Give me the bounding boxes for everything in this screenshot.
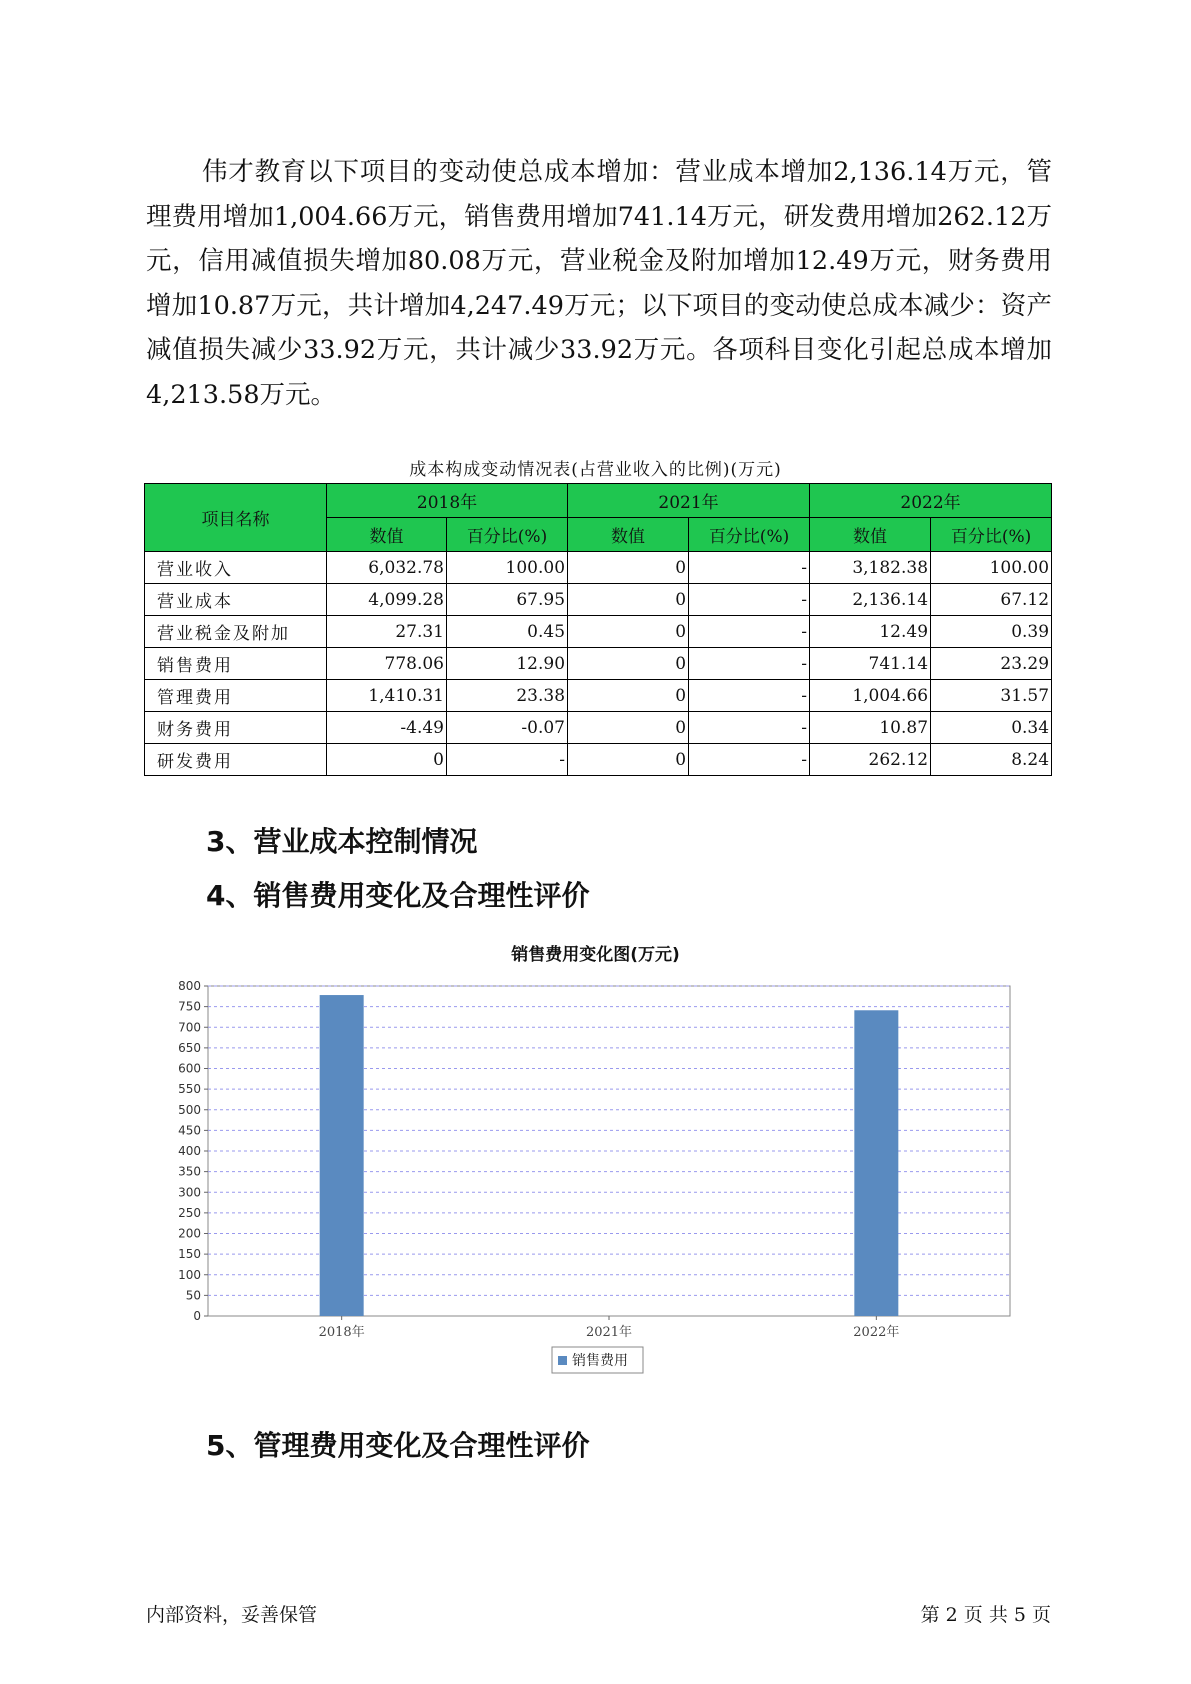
page-number: 第 2 页 共 5 页 [920,1604,1051,1626]
table-row [145,584,1052,616]
cell-value: 1,410.31 [327,680,447,712]
cell-pct: -0.07 [447,712,568,744]
cell-value: 3,182.38 [810,552,931,584]
y-tick-label: 400 [178,1144,201,1158]
cell-value: 0 [568,712,689,744]
y-tick-label: 700 [178,1020,201,1035]
y-tick-label: 600 [178,1061,201,1076]
y-tick-label: 250 [178,1205,201,1220]
y-tick-label: 200 [178,1226,201,1241]
y-tick-label: 150 [178,1247,201,1262]
cell-pct: - [689,584,810,616]
header-pct: 百分比(%) [931,518,1052,552]
legend-swatch [558,1356,567,1365]
table-title: 成本构成变动情况表(占营业收入的比例)(万元) [409,460,782,480]
y-tick-label: 750 [178,999,201,1014]
heading-sales-expense: 4、销售费用变化及合理性评价 [206,879,590,912]
heading-operating-cost-control: 3、营业成本控制情况 [206,825,478,858]
header-year: 2018年 [327,484,568,518]
chart-title: 销售费用变化图(万元) [511,945,680,965]
cell-value: 741.14 [810,648,931,680]
footer-confidential: 内部资料，妥善保管 [146,1604,318,1626]
cell-pct: 12.90 [447,648,568,680]
cell-value: 10.87 [810,712,931,744]
cell-pct: 23.38 [447,680,568,712]
cell-pct: - [689,616,810,648]
y-tick-label: 300 [178,1185,201,1200]
cell-value: 0 [327,744,447,776]
cell-value: 262.12 [810,744,931,776]
row-label: 营业收入 [145,552,327,584]
cell-pct: 100.00 [447,552,568,584]
table-row [145,648,1052,680]
row-label: 管理费用 [145,680,327,712]
cell-value: 0 [568,648,689,680]
row-label: 营业税金及附加 [145,616,327,648]
cell-pct: 67.95 [447,584,568,616]
table-row [145,552,1052,584]
y-tick-label: 550 [178,1082,201,1097]
row-label: 营业成本 [145,584,327,616]
cell-value: 0 [568,552,689,584]
table-row [145,712,1052,744]
cell-pct: 8.24 [931,744,1052,776]
row-label: 财务费用 [145,712,327,744]
summary-paragraph: 伟才教育以下项目的变动使总成本增加：营业成本增加2,136.14万元，管理费用增加1,004.66万元，销售费用增加741.14万元，研发费用增加262.12万元，信用减值损失增加80.08万元，营业税金及附加增加12.49万元，财务费用增加10.87万元，共计增加4,247.49万元；以下项目的变动使总成本减少：资产减值损失减少33.92万元，共计减少33.92万元。各项科目变化引起总成本增加4,213.58万元。 [146,157,1052,410]
cell-pct: 0.34 [931,712,1052,744]
cell-value: 4,099.28 [327,584,447,616]
cell-pct: - [689,680,810,712]
table-row [145,680,1052,712]
y-tick-label: 0 [193,1309,201,1323]
cell-value: 27.31 [327,616,447,648]
x-tick-label: 2021年 [585,1325,633,1340]
header-value: 数值 [327,518,447,552]
cost-structure-table [144,483,1052,776]
cell-value: 2,136.14 [810,584,931,616]
y-tick-label: 100 [178,1267,201,1282]
cell-pct: - [689,648,810,680]
header-value: 数值 [810,518,931,552]
cell-value: -4.49 [327,712,447,744]
header-pct: 百分比(%) [689,518,810,552]
cell-pct: 31.57 [931,680,1052,712]
y-tick-label: 500 [178,1102,201,1117]
y-tick-label: 350 [178,1164,201,1179]
row-label: 销售费用 [145,648,327,680]
cell-value: 778.06 [327,648,447,680]
header-item-name: 项目名称 [145,484,327,552]
sales-expense-bar-chart [160,970,1020,1390]
bar [854,1010,898,1316]
cell-value: 0 [568,744,689,776]
cell-pct: 0.45 [447,616,568,648]
cell-value: 0 [568,616,689,648]
heading-admin-expense: 5、管理费用变化及合理性评价 [206,1429,590,1462]
y-tick-label: 50 [185,1288,201,1303]
cell-value: 6,032.78 [327,552,447,584]
table-row [145,744,1052,776]
cell-pct: - [689,552,810,584]
cell-pct: - [447,744,568,776]
table-row [145,616,1052,648]
y-tick-label: 450 [178,1123,201,1138]
header-pct: 百分比(%) [447,518,568,552]
y-tick-label: 650 [178,1040,201,1055]
legend-label: 销售费用 [572,1353,628,1369]
cell-value: 1,004.66 [810,680,931,712]
cell-value: 12.49 [810,616,931,648]
cell-pct: 23.29 [931,648,1052,680]
x-tick-label: 2018年 [318,1325,365,1340]
cell-pct: - [689,744,810,776]
cell-pct: 100.00 [931,552,1052,584]
y-tick-label: 800 [178,979,201,993]
header-value: 数值 [568,518,689,552]
header-year: 2022年 [810,484,1052,518]
cell-pct: 0.39 [931,616,1052,648]
cell-pct: - [689,712,810,744]
row-label: 研发费用 [145,744,327,776]
x-tick-label: 2022年 [853,1325,900,1340]
cell-value: 0 [568,680,689,712]
cell-pct: 67.12 [931,584,1052,616]
header-year: 2021年 [568,484,810,518]
bar [320,995,364,1316]
cell-value: 0 [568,584,689,616]
